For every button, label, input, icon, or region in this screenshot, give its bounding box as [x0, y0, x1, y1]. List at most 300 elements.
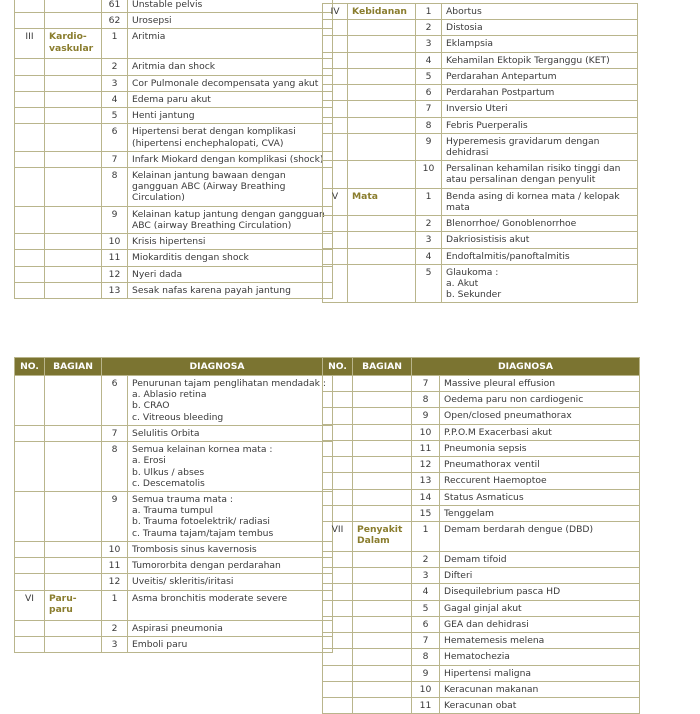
diagnosis-cell: [440, 473, 640, 489]
section-number: [323, 376, 353, 392]
item-number: 4: [416, 248, 442, 264]
section-number: [323, 264, 348, 303]
diagnosis-text: Unstable pelvis: [132, 0, 203, 10]
header-bagian: BAGIAN: [45, 358, 102, 376]
table-row: [15, 29, 333, 59]
diagnosis-text: Reccurent Haemoptoe: [444, 475, 547, 487]
diagnosis-text: b. CRAO: [132, 400, 170, 412]
diagnosis-text: Trombosis sinus kavernosis: [132, 543, 257, 555]
table-row: [323, 392, 640, 408]
section-number: [15, 620, 45, 636]
item-number: 3: [412, 568, 440, 584]
diagnosis-text: Endoftalmitis/panoftalmitis: [446, 250, 570, 262]
diagnosis-text: Emboli paru: [132, 638, 188, 650]
diagnosis-cell: [128, 29, 333, 59]
section-number: [323, 633, 353, 649]
section-number: [323, 85, 348, 101]
diagnosis-cell: [442, 85, 638, 101]
section-name: [45, 376, 102, 426]
diagnosis-text: Krisis hipertensi: [132, 236, 206, 248]
table-row: [323, 248, 638, 264]
diagnosis-text: Henti jantung: [132, 110, 195, 122]
table-row: [323, 101, 638, 117]
item-number: 8: [412, 392, 440, 408]
diagnosis-cell: [128, 574, 333, 590]
diagnosis-cell: [440, 551, 640, 567]
section-name: [348, 20, 416, 36]
section-name: [348, 133, 416, 160]
diagnosis-text: Demam tifoid: [444, 553, 507, 565]
table-row: [323, 4, 638, 20]
section-name: [45, 620, 102, 636]
section-number: [15, 91, 45, 107]
diagnosis-text: Open/closed pneumathorax: [444, 410, 572, 422]
item-number: 7: [412, 633, 440, 649]
section-name: [45, 541, 102, 557]
diagnosis-cell: [128, 167, 333, 206]
item-number: 5: [412, 600, 440, 616]
item-number: 7: [102, 151, 128, 167]
section-number: [323, 101, 348, 117]
item-number: 7: [412, 376, 440, 392]
diagnosis-cell: [440, 424, 640, 440]
diagnosis-cell: [442, 101, 638, 117]
section-number: [15, 167, 45, 206]
section-name: [348, 68, 416, 84]
diagnosis-text: Keracunan obat: [444, 699, 517, 711]
item-number: 3: [416, 36, 442, 52]
diagnosis-cell: [128, 206, 333, 233]
table-row: [15, 620, 333, 636]
item-number: 2: [102, 620, 128, 636]
diagnosis-cell: [128, 59, 333, 75]
section-name: [45, 574, 102, 590]
diagnosis-text: Aritmia dan shock: [132, 61, 216, 73]
diagnosis-cell: [440, 616, 640, 632]
section-name: [353, 424, 412, 440]
section-number: [323, 216, 348, 232]
diagnosis-cell: [442, 68, 638, 84]
diagnosis-cell: [128, 425, 333, 441]
diagnosis-table-tl: [14, 0, 333, 299]
section-number: [323, 248, 348, 264]
diagnosis-cell: [442, 248, 638, 264]
section-number: [15, 13, 45, 29]
section-number: [15, 266, 45, 282]
section-name: [45, 0, 102, 13]
item-number: 1: [102, 29, 128, 59]
diagnosis-text: Perdarahan Postpartum: [446, 87, 555, 99]
section-number: [323, 440, 353, 456]
table-row: [15, 376, 333, 426]
section-number: [323, 117, 348, 133]
section-number: [323, 600, 353, 616]
item-number: 8: [416, 117, 442, 133]
diagnosis-text: Inversio Uteri: [446, 103, 508, 115]
diagnosis-cell: [128, 108, 333, 124]
section-number: [323, 424, 353, 440]
section-name: [353, 665, 412, 681]
table-row: [323, 264, 638, 303]
table-row: [323, 52, 638, 68]
section-number: [323, 568, 353, 584]
diagnosis-text: Difteri: [444, 570, 473, 582]
section-name: [45, 636, 102, 652]
diagnosis-cell: [440, 489, 640, 505]
table-row: [15, 558, 333, 574]
item-number: 62: [102, 13, 128, 29]
item-number: 5: [102, 108, 128, 124]
item-number: 10: [102, 234, 128, 250]
section-number: VII: [323, 521, 353, 551]
section-name: [348, 232, 416, 248]
item-number: 7: [102, 425, 128, 441]
item-number: 8: [102, 167, 128, 206]
diagnosis-cell: [440, 665, 640, 681]
section-name: Mata: [348, 188, 416, 215]
table-row: [15, 491, 333, 541]
section-name: [45, 558, 102, 574]
item-number: 11: [102, 558, 128, 574]
table-row: [323, 568, 640, 584]
diagnosis-text: P.P.O.M Exacerbasi akut: [444, 426, 552, 438]
section-number: [323, 68, 348, 84]
diagnosis-cell: [128, 266, 333, 282]
item-number: 11: [412, 697, 440, 713]
diagnosis-text: Pneumathorax ventil: [444, 459, 540, 471]
diagnosis-cell: [440, 440, 640, 456]
table-row: [15, 108, 333, 124]
item-number: 12: [102, 266, 128, 282]
diagnosis-text: Sesak nafas karena payah jantung: [132, 284, 291, 296]
item-number: 2: [412, 551, 440, 567]
item-number: 12: [102, 574, 128, 590]
table-row: [15, 167, 333, 206]
section-name: [45, 491, 102, 541]
item-number: 2: [416, 216, 442, 232]
header-diagnosa: DIAGNOSA: [102, 358, 333, 376]
diagnosis-text: a. Akut: [446, 277, 479, 289]
section-number: [15, 250, 45, 266]
section-number: [15, 491, 45, 541]
diagnosis-text: Eklampsia: [446, 38, 494, 50]
diagnosis-table-br: [322, 357, 640, 714]
table-row: [323, 457, 640, 473]
table-row: [323, 133, 638, 160]
section-name: [45, 425, 102, 441]
diagnosis-text: Tenggelam: [444, 507, 494, 519]
diagnosis-text: a. Erosi: [132, 455, 166, 467]
item-number: 4: [412, 584, 440, 600]
section-name: [353, 457, 412, 473]
diagnosis-text: Blenorrhoe/ Gonoblenorrhoe: [446, 218, 577, 230]
diagnosis-text: c. Descematolis: [132, 477, 205, 489]
diagnosis-text: Hipertensi maligna: [444, 667, 532, 679]
header-no: NO.: [323, 358, 353, 376]
diagnosis-cell: [128, 75, 333, 91]
section-number: [323, 457, 353, 473]
section-number: [15, 574, 45, 590]
diagnosis-cell: [442, 232, 638, 248]
diagnosis-text: Infark Miokard dengan komplikasi (shock): [132, 153, 324, 165]
section-name: [45, 59, 102, 75]
section-number: [15, 124, 45, 151]
diagnosis-text: c. Vitreous bleeding: [132, 411, 224, 423]
item-number: 14: [412, 489, 440, 505]
item-number: 13: [102, 282, 128, 298]
table-header-row: [15, 358, 333, 376]
section-number: [15, 234, 45, 250]
item-number: 61: [102, 0, 128, 13]
table-row: [323, 232, 638, 248]
section-number: [323, 551, 353, 567]
section-name: [353, 440, 412, 456]
diagnosis-cell: [128, 250, 333, 266]
section-name: [353, 551, 412, 567]
table-row: [15, 75, 333, 91]
diagnosis-cell: [440, 505, 640, 521]
table-row: [323, 584, 640, 600]
section-name: [353, 489, 412, 505]
section-name: [353, 649, 412, 665]
section-number: [15, 59, 45, 75]
diagnosis-text: Gagal ginjal akut: [444, 602, 522, 614]
diagnosis-text: Persalinan kehamilan risiko tinggi dan atau persalinan dengan penyulit: [446, 163, 621, 186]
diagnosis-text: Distosia: [446, 22, 483, 34]
diagnosis-text: GEA dan dehidrasi: [444, 618, 529, 630]
table-row: [323, 161, 638, 188]
section-number: [15, 558, 45, 574]
diagnosis-cell: [442, 117, 638, 133]
section-number: [323, 505, 353, 521]
section-number: VI: [15, 590, 45, 620]
header-bagian: BAGIAN: [353, 358, 412, 376]
section-number: [323, 616, 353, 632]
section-name: [45, 108, 102, 124]
table-row: [323, 188, 638, 215]
table-row: [323, 424, 640, 440]
section-name: [348, 161, 416, 188]
section-number: [323, 665, 353, 681]
table-row: [15, 636, 333, 652]
section-number: [323, 473, 353, 489]
diagnosis-text: Kelainan katup jantung dengan gangguan ABC (airway Breathing Circulation): [132, 208, 325, 231]
diagnosis-cell: [440, 376, 640, 392]
diagnosis-text: Massive pleural effusion: [444, 378, 556, 389]
table-row: [15, 124, 333, 151]
diagnosis-cell: [128, 376, 333, 426]
table-row: [323, 505, 640, 521]
section-name: [348, 248, 416, 264]
section-name: Paru-paru: [45, 590, 102, 620]
section-number: [323, 133, 348, 160]
section-name: [348, 117, 416, 133]
diagnosis-cell: [440, 457, 640, 473]
item-number: 6: [412, 616, 440, 632]
diagnosis-text: Febris Puerperalis: [446, 119, 528, 131]
diagnosis-text: Disequilebrium pasca HD: [444, 586, 561, 598]
table-row: [15, 234, 333, 250]
item-number: 3: [102, 636, 128, 652]
table-row: [323, 216, 638, 232]
diagnosis-text: Hematemesis melena: [444, 635, 545, 647]
section-number: [15, 636, 45, 652]
section-number: [323, 681, 353, 697]
item-number: 1: [416, 188, 442, 215]
section-name: [353, 616, 412, 632]
section-name: [348, 264, 416, 303]
section-name: Penyakit Dalam: [353, 521, 412, 551]
diagnosis-cell: [442, 264, 638, 303]
diagnosis-cell: [128, 558, 333, 574]
section-number: V: [323, 188, 348, 215]
section-number: IV: [323, 4, 348, 20]
item-number: 2: [102, 59, 128, 75]
diagnosis-text: Selulitis Orbita: [132, 427, 200, 439]
table-row: [323, 440, 640, 456]
table-row: [15, 442, 333, 492]
section-number: [323, 20, 348, 36]
diagnosis-cell: [442, 133, 638, 160]
item-number: 9: [412, 408, 440, 424]
table-row: [15, 13, 333, 29]
section-number: [15, 425, 45, 441]
table-row: [15, 590, 333, 620]
section-name: [353, 681, 412, 697]
section-number: [323, 232, 348, 248]
diagnosis-text: Asma bronchitis moderate severe: [132, 592, 288, 604]
section-number: [323, 649, 353, 665]
section-name: [45, 151, 102, 167]
section-name: [348, 216, 416, 232]
item-number: 10: [416, 161, 442, 188]
diagnosis-text: Pneumonia sepsis: [444, 442, 527, 454]
item-number: 10: [412, 681, 440, 697]
diagnosis-cell: [128, 620, 333, 636]
section-name: [45, 91, 102, 107]
section-name: [353, 392, 412, 408]
table-row: [323, 600, 640, 616]
item-number: 5: [416, 264, 442, 303]
diagnosis-text: Abortus: [446, 6, 482, 17]
table-row: [15, 91, 333, 107]
table-row: [323, 521, 640, 551]
diagnosis-cell: [128, 234, 333, 250]
section-name: [45, 266, 102, 282]
diagnosis-text: Glaukoma :: [446, 266, 499, 278]
table-row: [15, 151, 333, 167]
section-number: [323, 36, 348, 52]
item-number: 9: [412, 665, 440, 681]
diagnosis-cell: [442, 4, 638, 20]
diagnosis-cell: [128, 636, 333, 652]
item-number: 6: [102, 124, 128, 151]
item-number: 11: [412, 440, 440, 456]
diagnosis-text: Urosepsi: [132, 15, 172, 27]
section-name: [348, 85, 416, 101]
section-name: Kebidanan: [348, 4, 416, 20]
section-name: [45, 167, 102, 206]
table-row: [323, 633, 640, 649]
diagnosis-cell: [442, 216, 638, 232]
table-header-row: [323, 358, 640, 376]
section-number: [323, 584, 353, 600]
diagnosis-text: Miokarditis dengan shock: [132, 252, 249, 264]
section-name: [45, 206, 102, 233]
section-number: [15, 206, 45, 233]
diagnosis-text: Perdarahan Antepartum: [446, 70, 557, 82]
diagnosis-cell: [128, 91, 333, 107]
section-name: [353, 505, 412, 521]
diagnosis-text: a. Trauma tumpul: [132, 505, 214, 517]
section-name: [353, 376, 412, 392]
diagnosis-cell: [128, 541, 333, 557]
diagnosis-text: Demam berdarah dengue (DBD): [444, 523, 594, 535]
diagnosis-cell: [128, 124, 333, 151]
section-name: [353, 600, 412, 616]
table-row: [15, 0, 333, 13]
section-name: [45, 234, 102, 250]
diagnosis-text: b. Sekunder: [446, 289, 502, 301]
section-number: [15, 282, 45, 298]
table-row: [15, 574, 333, 590]
table-row: [323, 649, 640, 665]
section-name: [353, 473, 412, 489]
item-number: 8: [102, 442, 128, 492]
diagnosis-cell: [440, 600, 640, 616]
diagnosis-text: Semua kelainan kornea mata :: [132, 444, 273, 456]
diagnosis-cell: [440, 633, 640, 649]
section-number: [15, 541, 45, 557]
section-name: [348, 52, 416, 68]
item-number: 13: [412, 473, 440, 489]
section-number: [323, 489, 353, 505]
diagnosis-text: b. Trauma fotoelektrik/ radiasi: [132, 516, 270, 528]
section-number: [15, 376, 45, 426]
diagnosis-text: Hematochezia: [444, 651, 510, 663]
diagnosis-text: a. Ablasio retina: [132, 389, 207, 401]
section-name: [45, 282, 102, 298]
diagnosis-cell: [442, 161, 638, 188]
diagnosis-text: Keracunan makanan: [444, 683, 539, 695]
diagnosis-cell: [440, 649, 640, 665]
diagnosis-cell: [442, 36, 638, 52]
section-name: [353, 568, 412, 584]
section-number: [323, 52, 348, 68]
diagnosis-cell: [442, 20, 638, 36]
diagnosis-cell: [442, 52, 638, 68]
diagnosis-cell: [128, 151, 333, 167]
item-number: 10: [412, 424, 440, 440]
item-number: 3: [416, 232, 442, 248]
section-name: [348, 36, 416, 52]
table-row: [323, 376, 640, 392]
diagnosis-cell: [128, 282, 333, 298]
diagnosis-text: Cor Pulmonale decompensata yang akut: [132, 77, 319, 89]
table-row: [15, 541, 333, 557]
section-name: [353, 408, 412, 424]
diagnosis-text: Semua trauma mata :: [132, 493, 233, 505]
table-row: [323, 68, 638, 84]
diagnosis-text: Nyeri dada: [132, 268, 183, 280]
table-row: [323, 473, 640, 489]
item-number: 6: [416, 85, 442, 101]
item-number: 15: [412, 505, 440, 521]
section-name: [45, 124, 102, 151]
diagnosis-text: Kehamilan Ektopik Terganggu (KET): [446, 54, 610, 66]
item-number: 1: [412, 521, 440, 551]
table-row: [15, 266, 333, 282]
